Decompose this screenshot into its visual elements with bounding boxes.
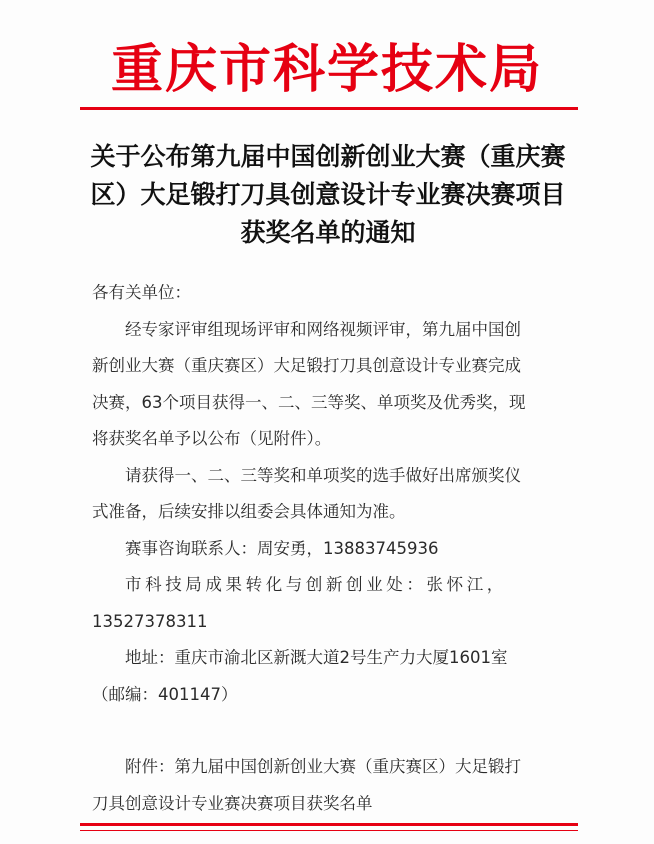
footer-red-rule-thin xyxy=(80,830,578,831)
document-body xyxy=(92,275,562,822)
address-line: 地址：重庆市渝北区新溉大道2号生产力大厦1601室 xyxy=(125,648,508,667)
paragraph-line: 决赛，63个项目获得一、二、三等奖、单项奖及优秀奖，现 xyxy=(92,392,526,412)
address xyxy=(92,640,562,713)
contact-office-line: 市科技局成果转化与创新创业处：张怀江， xyxy=(125,575,507,594)
attachment-note xyxy=(92,749,562,822)
masthead-org-name: 重庆市科学技术局 xyxy=(110,39,543,100)
paragraph-line: 将获奖名单予以公布（见附件）。 xyxy=(92,429,332,448)
title-line-2: 区）大足锻打刀具创意设计专业赛决赛项目 xyxy=(90,180,566,209)
paragraph-announcement xyxy=(92,312,562,458)
paragraph-line: 经专家评审组现场评审和网络视频评审，第九届中国创 xyxy=(125,319,521,339)
salutation: 各有关单位： xyxy=(92,283,191,302)
postcode-line: （邮编：401147） xyxy=(92,684,238,704)
title-line-3: 获奖名单的通知 xyxy=(240,218,416,247)
contact-person: 赛事咨询联系人：周安勇，13883745936 xyxy=(125,538,439,558)
footer-red-rule-thick xyxy=(80,823,578,826)
masthead-red-rule xyxy=(80,107,578,110)
document-title xyxy=(78,138,578,252)
attachment-line: 刀具创意设计专业赛决赛项目获奖名单 xyxy=(92,793,373,813)
paragraph-line: 式准备，后续安排以组委会具体通知为准。 xyxy=(92,502,406,521)
paragraph-line: 新创业大赛（重庆赛区）大足锻打刀具创意设计专业赛完成 xyxy=(92,356,521,375)
contact-office-phone: 13527378311 xyxy=(92,611,208,631)
contact-office xyxy=(92,567,562,640)
paragraph-line: 请获得一、二、三等奖和单项奖的选手做好出席颁奖仪 xyxy=(125,465,521,485)
attachment-line: 附件：第九届中国创新创业大赛（重庆赛区）大足锻打 xyxy=(125,757,521,776)
title-line-1: 关于公布第九届中国创新创业大赛（重庆赛 xyxy=(90,142,566,171)
paragraph-ceremony xyxy=(92,458,562,531)
